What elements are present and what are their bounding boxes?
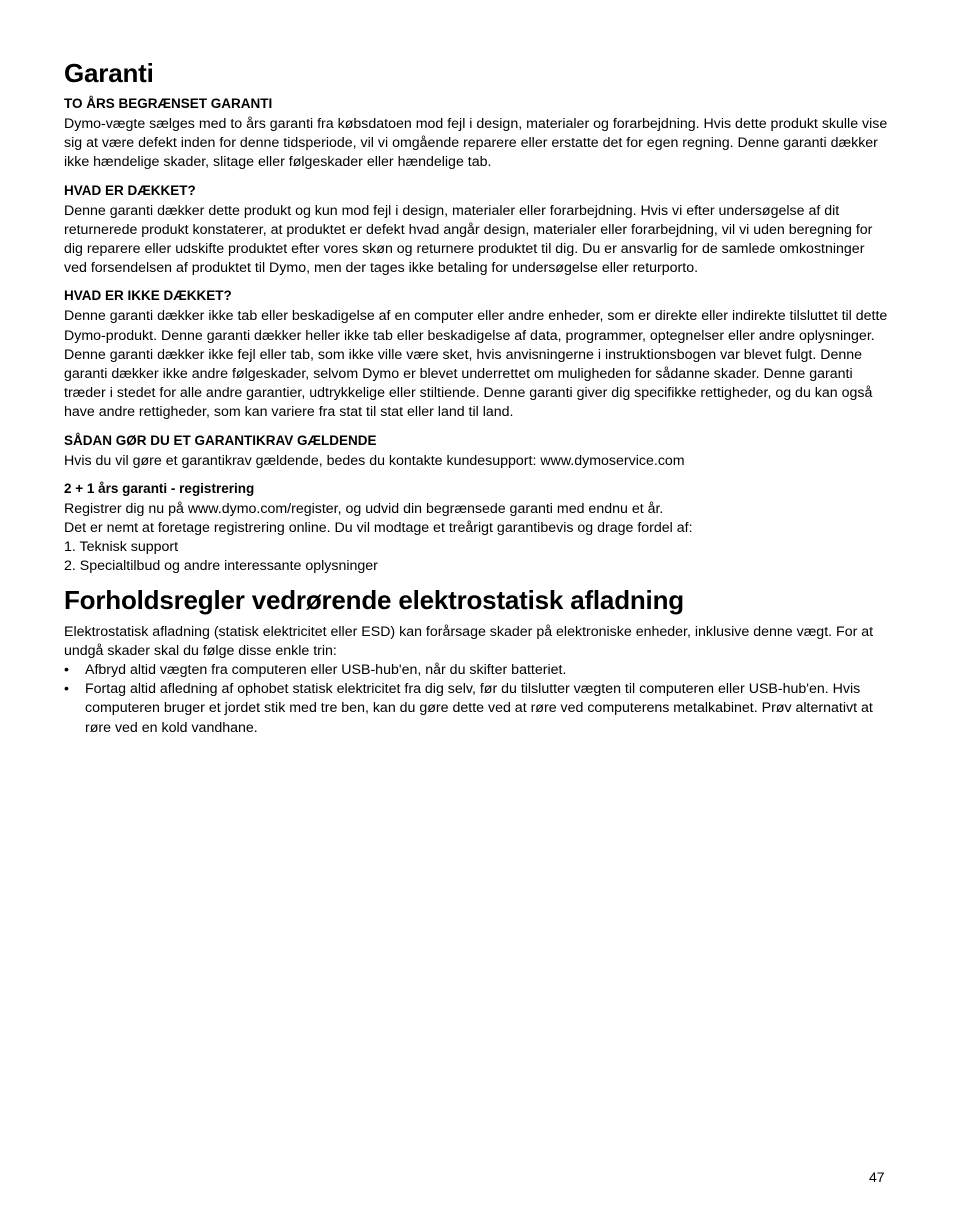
- esd-title: Forholdsregler vedrørende elektrostatisk afladning: [64, 584, 684, 615]
- list-item: [64, 661, 890, 680]
- registration-heading: 2 + 1 års garanti - registrering: [64, 480, 255, 496]
- warranty-section-covered: [64, 181, 890, 279]
- registration-line: Det er nemt at foretage registrering online. Du vil modtage et treårigt garantibevis og drage fordel af:: [64, 520, 693, 537]
- warranty-section-two-year: [64, 94, 890, 173]
- list-item-text: Fortag altid afledning af ophobet statisk elektricitet fra dig selv, før du tilslutter vægten til computeren eller USB-hub'en. Hvis computeren bruger et jordet stik med tre ben, kan du gøre dette ved at røre ved computerens metalkabinet. Prøv alternativt at røre ved en kold vandhane.: [85, 681, 873, 736]
- warranty-section-claim: [64, 431, 890, 471]
- bullet-icon: •: [64, 662, 69, 679]
- registration-line: Registrer dig nu på www.dymo.com/register, og udvid din begrænsede garanti med endnu et år.: [64, 500, 664, 517]
- list-item-text: Afbryd altid vægten fra computeren eller USB-hub'en, når du skifter batteriet.: [85, 662, 567, 679]
- esd-intro: Elektrostatisk afladning (statisk elektricitet eller ESD) kan forårsage skader på elektroniske enheder, inklusive denne vægt. For at undgå skader skal du følge disse enkle trin:: [64, 623, 874, 659]
- warranty-registration: [64, 479, 890, 577]
- section-body: Denne garanti dækker ikke tab eller beskadigelse af en computer eller andre enheder, som er direkte eller indirekte tilsluttet til dette Dymo-produkt. Denne garanti dækker heller ikke tab eller beskadigelse af data, programmer, optegnelser eller andre oplysninger. Denne garanti dækker ikke fejl eller tab, som ikke ville være sket, hvis anvisningerne i instruktionsbogen var blevet fulgt. Denne garanti dækker ikke andre følgeskader, selvom Dymo er blevet underrettet om muligheden for sådanne skader. Denne garanti træder i stedet for alle andre garantier, udtrykkelige eller stiltiende. Denne garanti giver dig specifikke rettigheder, og du kan også have andre rettigheder, som kan variere fra stat til stat eller land til land.: [64, 308, 888, 421]
- bullet-icon: •: [64, 681, 69, 698]
- registration-line: 2. Specialtilbud og andre interessante oplysninger: [64, 558, 378, 575]
- section-heading: HVAD ER DÆKKET?: [64, 182, 196, 198]
- section-body: Dymo-vægte sælges med to års garanti fra købsdatoen mod fejl i design, materialer og forarbejdning. Hvis dette produkt skulle vise sig at være defekt inden for denne tidsperiode, vil vi omgående reparere eller erstatte det for egen regning. Denne garanti dækker ikke hændelige skader, slitage eller følgeskader eller hændelige tab.: [64, 116, 888, 171]
- warranty-section-not-covered: [64, 286, 890, 422]
- esd-bullet-list: [64, 661, 890, 738]
- list-item: [64, 680, 890, 738]
- warranty-title: Garanti: [64, 58, 154, 88]
- section-heading: HVAD ER IKKE DÆKKET?: [64, 288, 232, 304]
- registration-line: 1. Teknisk support: [64, 539, 179, 556]
- section-body: Hvis du vil gøre et garantikrav gældende, bedes du kontakte kundesupport: www.dymoservice.com: [64, 452, 685, 469]
- page-content: [64, 56, 890, 738]
- page-number: 47: [869, 1169, 885, 1185]
- section-body: Denne garanti dækker dette produkt og kun mod fejl i design, materialer eller forarbejdning. Hvis vi efter undersøgelse af dit returnerede produkt konstaterer, at produktet er defekt hvad angår design, materialer eller forarbejdning, vil vi uden beregning for dig reparere eller udskifte produktet efter vores skøn og returnere produktet til dig. Du er ansvarlig for de samlede omkostninger ved forsendelsen af produktet til Dymo, men der tages ikke betaling for undersøgelse eller returporto.: [64, 202, 873, 277]
- section-heading: TO ÅRS BEGRÆNSET GARANTI: [64, 96, 273, 111]
- section-heading: SÅDAN GØR DU ET GARANTIKRAV GÆLDENDE: [64, 432, 377, 448]
